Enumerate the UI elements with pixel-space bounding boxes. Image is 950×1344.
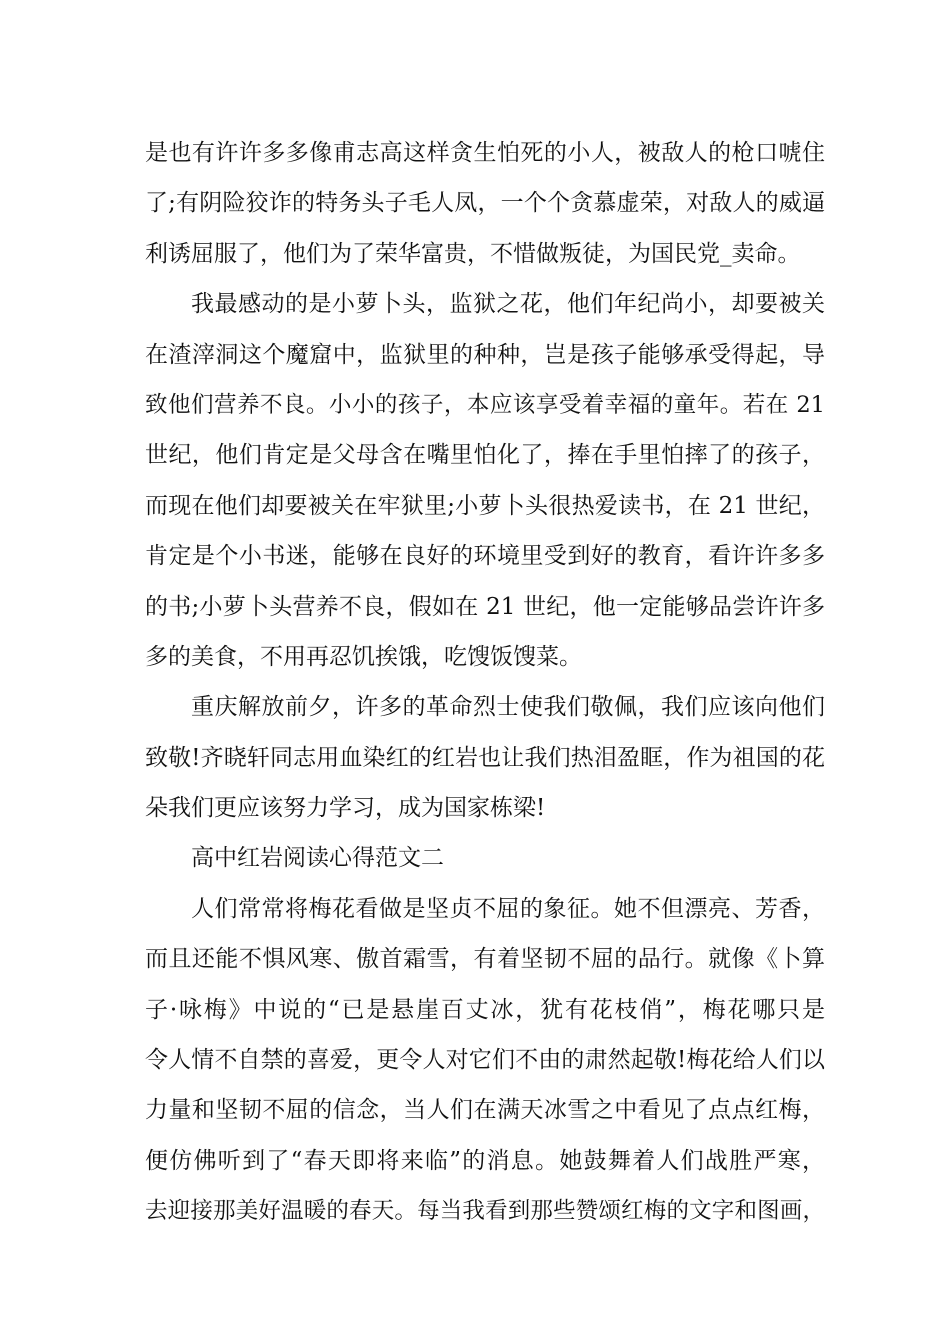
paragraph-continued [145, 128, 825, 279]
paragraph-chongqing [145, 682, 825, 833]
text-line: 重庆解放前夕，许多的革命烈士使我们敬佩，我们应该向他们 [191, 694, 825, 721]
text-line: 去迎接那美好温暖的春天。每当我看到那些赞颂红梅的文字和图画， [145, 1198, 825, 1225]
section-heading-text: 高中红岩阅读心得范文二 [191, 845, 444, 872]
text-line: 的书;小萝卜头营养不良，假如在 21 世纪，他一定能够品尝许许多 [145, 593, 825, 620]
text-line: 便仿佛听到了“春天即将来临”的消息。她鼓舞着人们战胜严寒， [145, 1147, 825, 1174]
text-line: 利诱屈服了，他们为了荣华富贵，不惜做叛徒，为国民党_卖命。 [145, 240, 801, 267]
text-line: 力量和坚韧不屈的信念，当人们在满天冰雪之中看见了点点红梅， [145, 1097, 825, 1124]
text-line: 人们常常将梅花看做是坚贞不屈的象征。她不但漂亮、芳香， [191, 895, 825, 922]
text-line: 我最感动的是小萝卜头，监狱之花，他们年纪尚小，却要被关 [191, 291, 825, 318]
paragraph-plum-blossom [145, 884, 825, 1237]
text-line: 而现在他们却要被关在牢狱里;小萝卜头很热爱读书，在 21 世纪， [145, 492, 825, 519]
section-heading [145, 833, 825, 883]
text-line: 子·咏梅》中说的“已是悬崖百丈冰，犹有花枝俏”，梅花哪只是 [145, 996, 825, 1023]
text-line: 令人情不自禁的喜爱，更令人对它们不由的肃然起敬!梅花给人们以 [145, 1047, 825, 1074]
text-line: 致敬!齐晓轩同志用血染红的红岩也让我们热泪盈眶，作为祖国的花 [145, 744, 825, 771]
document-body [145, 128, 825, 1237]
text-line: 世纪，他们肯定是父母含在嘴里怕化了，捧在手里怕摔了的孩子， [145, 442, 825, 469]
text-line: 了;有阴险狡诈的特务头子毛人凤，一个个贪慕虚荣，对敌人的威逼 [145, 190, 825, 217]
text-line: 朵我们更应该努力学习，成为国家栋梁! [145, 795, 546, 822]
text-line: 多的美食，不用再忍饥挨饿，吃馊饭馊菜。 [145, 643, 582, 670]
text-line: 而且还能不惧风寒、傲首霜雪，有着坚韧不屈的品行。就像《卜算 [145, 946, 825, 973]
text-line: 致他们营养不良。小小的孩子，本应该享受着幸福的童年。若在 21 [145, 391, 825, 418]
paragraph-little-radish [145, 279, 825, 682]
text-line: 是也有许许多多像甫志高这样贪生怕死的小人，被敌人的枪口唬住 [145, 140, 825, 166]
text-line: 肯定是个小书迷，能够在良好的环境里受到好的教育，看许许多多 [145, 543, 825, 570]
text-line: 在渣滓洞这个魔窟中，监狱里的种种，岂是孩子能够承受得起，导 [145, 341, 825, 368]
